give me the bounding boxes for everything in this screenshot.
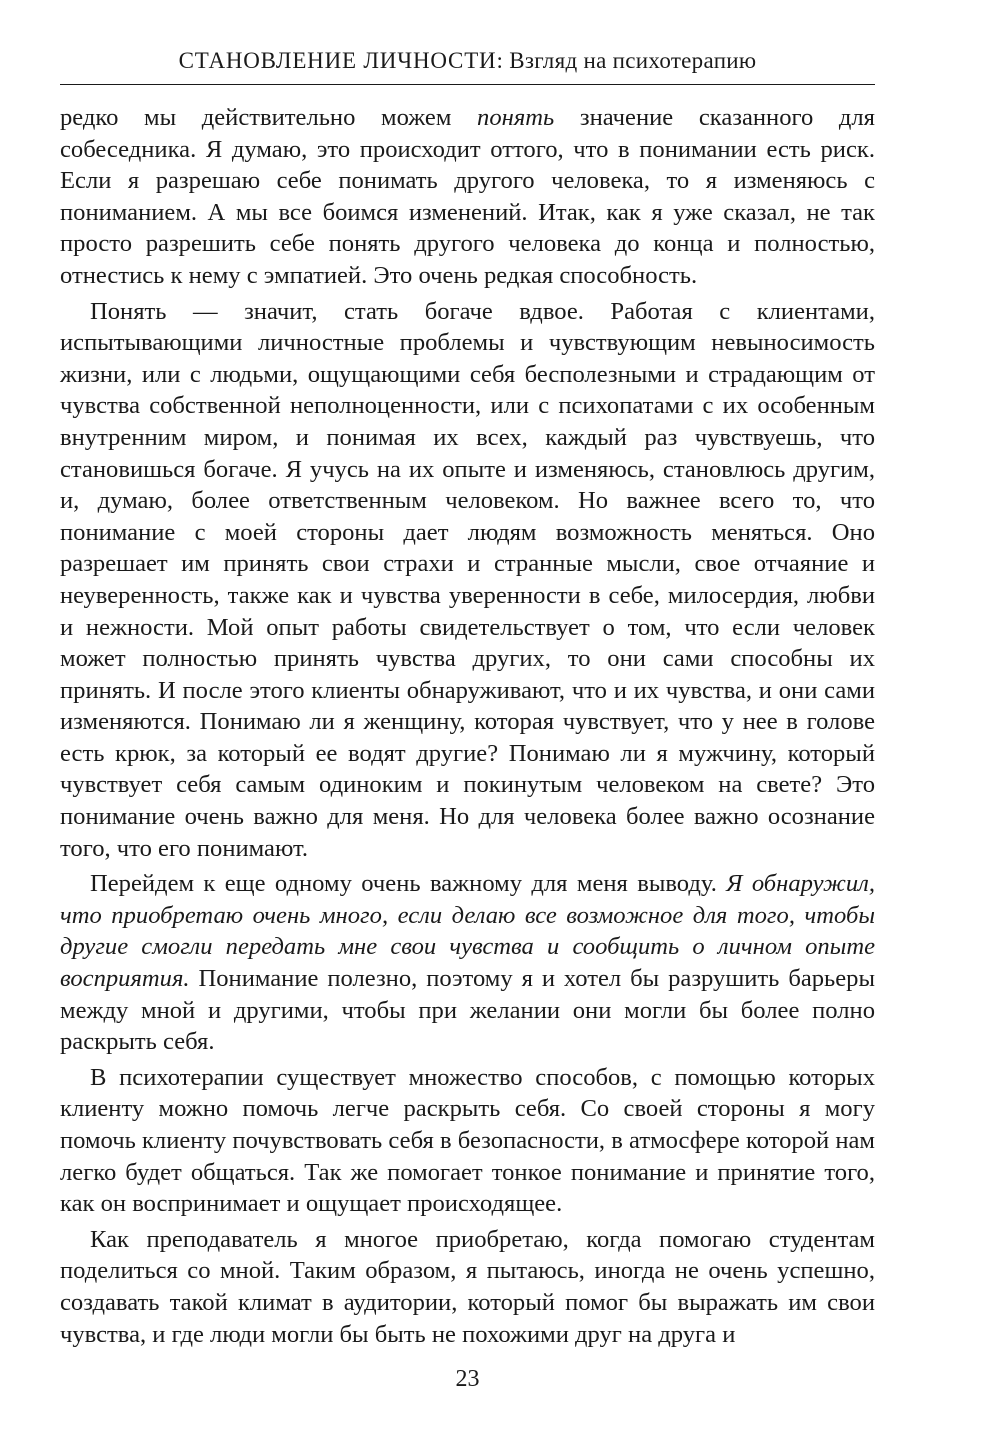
paragraph-text: редко мы действительно можем [60, 104, 478, 131]
paragraph-text: Перейдем к еще одному очень важному для меня выводу. [90, 870, 727, 898]
paragraph-5 [60, 1224, 875, 1350]
running-header [60, 48, 875, 86]
paragraph-text: В психотерапии существует множество способов, с помощью которых клиенту можно помочь легче раскрыть себя. Со своей стороны я могу помочь клиенту почувствовать себя в безопасности, в атмосфере которой нам легко будет общаться. Так же помогает тонкое понимание и принятие того, как он воспринимает и ощущает происходящее. [60, 1063, 875, 1218]
page-number: 23 [455, 1366, 480, 1392]
book-subtitle: : Взгляд на психотерапию [496, 48, 757, 73]
paragraph-4 [60, 1062, 875, 1220]
paragraph-text: значение сказанного для собеседника. Я думаю, это происходит оттого, что в понимании есть риск. Если я разрешаю себе понимать другого человека, то я изменяюсь с пониманием. А мы все боимся изменений. Итак, как я уже сказал, не так просто разрешить себе понять другого человека до конца и полностью, отнестись к нему с эмпатией. Это очень редкая способность. [60, 104, 875, 289]
page-body [60, 102, 875, 1354]
paragraph-text: Понимание полезно, поэтому я и хотел бы разрушить барьеры между мной и другими, чтобы при желании они могли бы более полно раскрыть себя. [60, 965, 875, 1056]
paragraph-text: Как преподаватель я многое приобретаю, когда помогаю студентам поделиться со мной. Таким образом, я пытаюсь, иногда не очень успешно, создавать такой климат в аудитории, который помог бы выражать им свои чувства, и где люди могли бы быть не похожими друг на друга и [60, 1225, 875, 1348]
paragraph-emphasis: Я обнаружил, что приобретаю очень много, если делаю все возможное для того, чтобы другие смогли передать мне свои чувства и сообщить о личном опыте восприятия. [60, 870, 875, 993]
paragraph-text: Понять — значит, стать богаче вдвое. Работая с клиентами, испытывающими личностные проблемы и чувствующим невыносимость жизни, или с людьми, ощущающими себя бесполезными и страдающим от чувства собственной неполноценности, или с психопатами с их особенным внутренним миром, и понимая их всех, каждый раз чувствуешь, что становишься богаче. Я учусь на их опыте и изменяюсь, становлюсь другим, и, думаю, более ответственным человеком. Но важнее всего то, что понимание с моей стороны дает людям возможность меняться. Оно разрешает им принять свои страхи и странные мысли, свое отчаяние и неуверенность, также как и чувства уверенности в себе, милосердия, любви и нежности. Мой опыт работы свидетельствует о том, что если человек может полностью принять чувства других, то они сами способны их принять. И после этого клиенты обнаруживают, что и их чувства, и они сами изменяются. Понимаю ли я женщину, которая чувствует, что у нее в голове есть крюк, за который ее водят другие? Понимаю ли я мужчину, который чувствует себя самым одиноким и покинутым человеком на свете? Это понимание очень важно для меня. Но для человека более важно осознание того, что его понимают. [60, 297, 875, 862]
book-title: СТАНОВЛЕНИЕ ЛИЧНОСТИ [178, 48, 497, 73]
paragraph-emphasis: понять [477, 104, 555, 131]
header-rule [60, 84, 875, 85]
paragraph-1 [60, 102, 875, 292]
paragraph-2 [60, 296, 875, 865]
paragraph-3 [60, 868, 875, 1058]
